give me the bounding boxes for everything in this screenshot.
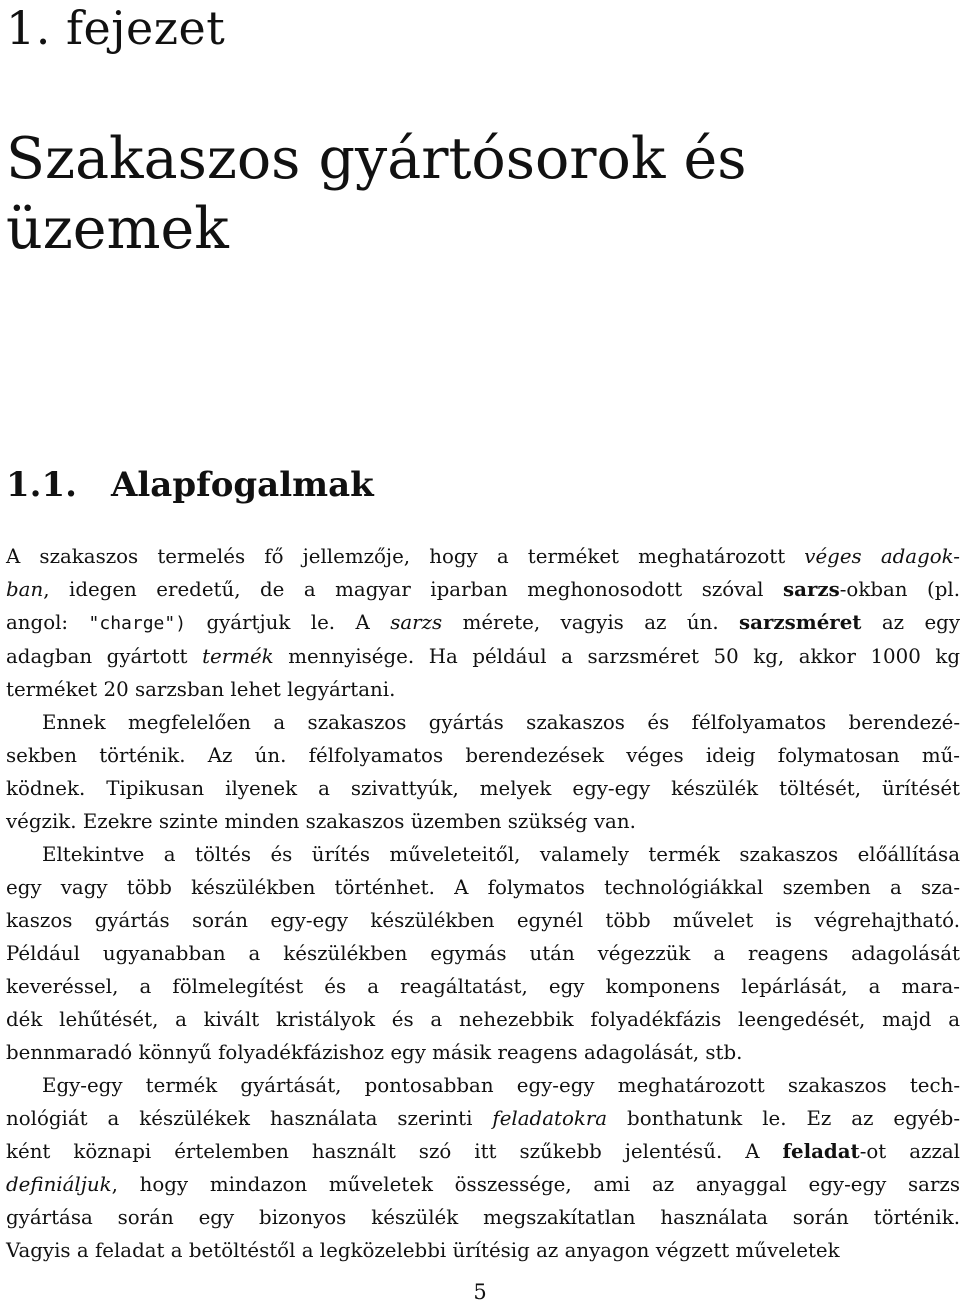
chapter-label: 1. fejezet [6,1,226,55]
text-run: dék lehűtését, a kivált kristályok és a nehezebbik folyadékfázis leengedését, majd a [6,1008,960,1031]
text-run: terméket 20 sarzsban lehet legyártani. [6,678,396,701]
text-line [6,904,960,937]
text-line [6,640,960,673]
text-line [6,1234,960,1267]
text-run: termék [202,645,274,668]
text-line [6,937,960,970]
text-line [6,1168,960,1201]
text-line [6,673,960,706]
text-run: -okban (pl. [839,578,960,601]
text-run: "charge") [88,613,187,634]
text-run: , idegen eredetű, de a magyar iparban meghonosodott szóval [43,578,783,601]
text-line [6,805,960,838]
text-line [6,573,960,606]
text-run: , hogy mindazon műveletek összessége, ami az anyaggal egy-egy sarzs [111,1173,960,1196]
text-run: Vagyis a feladat a betöltéstől a legközelebbi ürítésig az anyagon végzett műveletek [6,1239,840,1262]
text-run: ban [6,578,44,601]
text-line [6,838,960,871]
text-run: végzik. Ezekre szinte minden szakaszos üzemben szükség van. [6,810,636,833]
text-run: angol: [6,611,89,634]
page-number: 5 [473,1280,487,1304]
text-run: Ennek megfelelően a szakaszos gyártás szakaszos és félfolyamatos berendezé- [42,711,960,734]
text-run: mennyisége. Ha például a sarzsméret 50 kg, akkor 1000 kg [273,645,960,668]
text-run: nológiát a készülékek használata szerinti [6,1107,493,1130]
text-run: sekben történik. Az ún. félfolyamatos berendezések véges ideig folymatosan mű- [6,744,960,767]
text-run: Eltekintve a töltés és ürítés műveleteitől, valamely termék szakaszos előállítása [42,843,960,866]
text-run: adagban gyártott [6,645,203,668]
text-line [6,606,960,640]
paragraph [6,838,960,1069]
text-run: definiáljuk [6,1173,112,1196]
section-heading [6,464,374,506]
text-run: Például ugyanabban a készülékben egymás után végezzük a reagens adagolását [6,942,960,965]
body-text [6,540,960,1267]
text-run: feladatokra [492,1107,608,1130]
text-line [6,706,960,739]
text-run: bonthatunk le. Ez az egyéb- [607,1107,960,1130]
text-line [6,1069,960,1102]
text-line [6,871,960,904]
text-run: ként köznapi értelemben használt szó itt szűkebb jelentésű. A [6,1140,783,1163]
text-run: kaszos gyártás során egy-egy készülékben egynél több művelet is végrehajtható. [6,909,960,932]
text-run: sarzs [390,611,443,634]
text-run: A szakaszos termelés fő jellemzője, hogy a terméket meghatározott [6,545,805,568]
text-line [6,540,960,573]
paragraph [6,1069,960,1267]
text-run: feladat [782,1139,860,1163]
text-line [6,772,960,805]
text-line [6,1036,960,1069]
text-run: -ot azzal [859,1140,960,1163]
chapter-title: Szakaszos gyártósorok és üzemek [6,126,747,262]
text-run: gyártása során egy bizonyos készülék megszakítatlan használata során történik. [6,1206,960,1229]
text-line [6,970,960,1003]
paragraph [6,540,960,706]
text-run: véges adagok- [804,545,960,568]
paragraph [6,706,960,838]
text-run: ködnek. Tipikusan ilyenek a szivattyúk, melyek egy-egy készülék töltését, ürítését [6,777,960,800]
text-run: gyártjuk le. A [186,611,391,634]
text-line [6,1201,960,1234]
text-run: bennmaradó könnyű folyadékfázishoz egy másik reagens adagolását, stb. [6,1041,743,1064]
text-run: keveréssel, a fölmelegítést és a reagáltatást, egy komponens lepárlását, a mara- [6,975,960,998]
text-line [6,1003,960,1036]
section-title: Alapfogalmak [111,465,374,505]
text-line [6,1135,960,1168]
text-run: sarzs [782,577,840,601]
text-run: mérete, vagyis az ún. [442,611,740,634]
text-run: az egy [861,611,960,634]
section-number: 1.1. [6,465,77,505]
text-run: Egy-egy termék gyártását, pontosabban egy-egy meghatározott szakaszos tech- [42,1074,960,1097]
text-line [6,1102,960,1135]
text-run: sarzsméret [739,610,862,634]
text-run: egy vagy több készülékben történhet. A folymatos technológiákkal szemben a sza- [6,876,960,899]
text-line [6,739,960,772]
